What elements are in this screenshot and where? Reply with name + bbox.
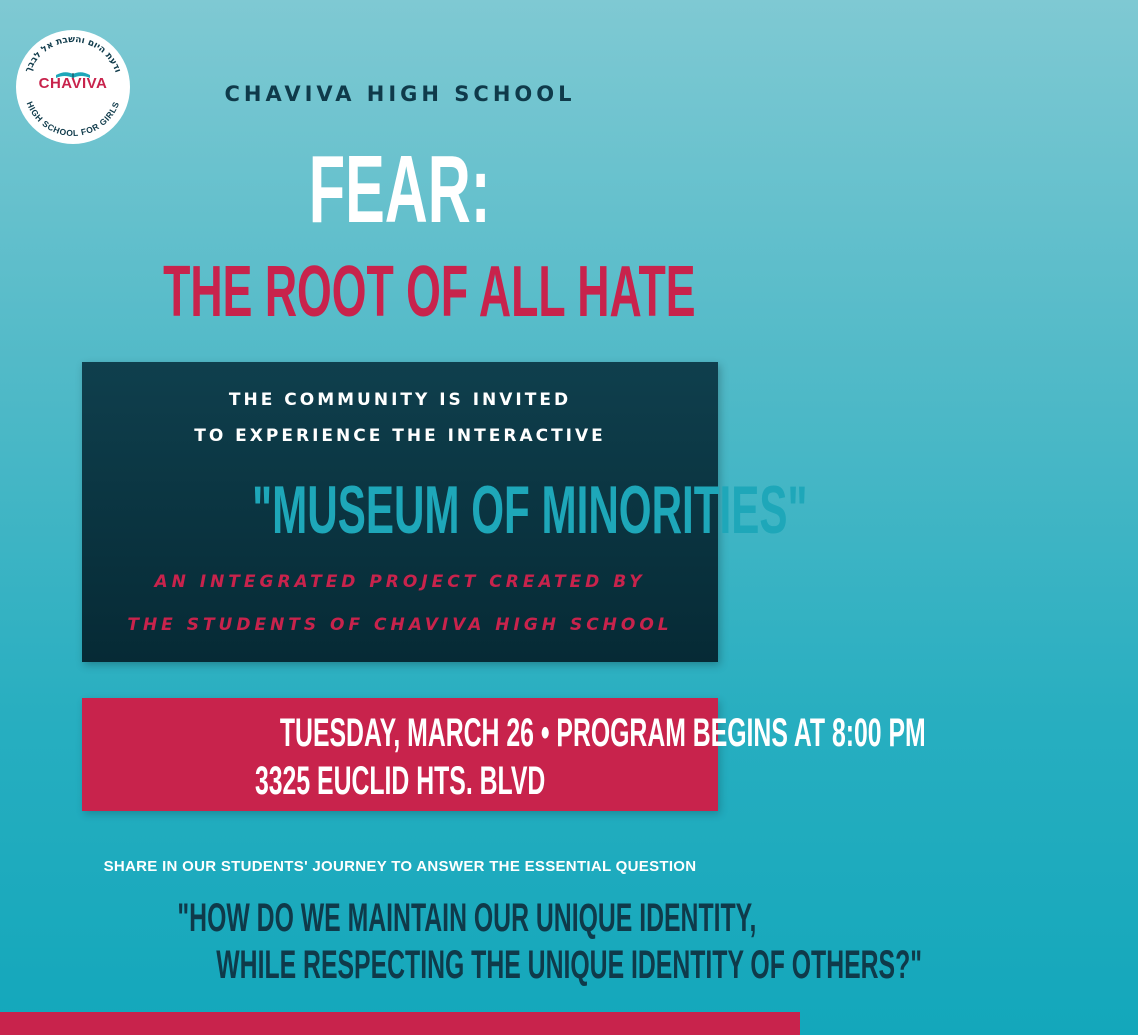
bottom-accent-bar (0, 1012, 800, 1035)
title-line1: FEAR: (309, 136, 491, 243)
project-line-2: THE STUDENTS OF CHAVIVA HIGH SCHOOL (127, 615, 673, 635)
school-name-heading: CHAVIVA HIGH SCHOOL (224, 82, 576, 106)
logo-arc-top: ודעת היום והשבת אל לבבך (23, 34, 123, 75)
logo-wordmark: CHAVIVA (38, 75, 108, 92)
title-line2: THE ROOT OF ALL HATE (163, 252, 696, 332)
event-details-panel (82, 698, 926, 811)
event-address-text: 3325 EUCLID HTS. BLVD (254, 759, 546, 803)
museum-title (82, 470, 808, 550)
question-line1-text: "HOW DO WE MAINTAIN OUR UNIQUE IDENTITY, (177, 896, 757, 940)
title-fear (0, 136, 800, 243)
invite-panel (82, 362, 808, 662)
question-line2-text: WHILE RESPECTING THE UNIQUE IDENTITY OF OTHERS?" (216, 943, 923, 987)
invite-line-1: THE COMMUNITY IS INVITED (228, 390, 572, 410)
event-address (82, 758, 718, 804)
logo-arc-bottom: HIGH SCHOOL FOR GIRLS (24, 99, 122, 139)
invite-line-2: TO EXPERIENCE THE INTERACTIVE (194, 426, 606, 446)
essential-question-line-1 (0, 895, 800, 941)
event-date (82, 710, 926, 756)
title-subtitle (0, 252, 800, 332)
essential-question-line-2 (0, 942, 923, 988)
share-text: SHARE IN OUR STUDENTS' JOURNEY TO ANSWER THE ESSENTIAL QUESTION (103, 858, 697, 875)
project-line-1: AN INTEGRATED PROJECT CREATED BY (154, 572, 646, 592)
museum-title-text: "MUSEUM OF MINORITIES" (252, 472, 808, 548)
event-date-text: TUESDAY, MARCH 26 • PROGRAM BEGINS AT 8:00 PM (279, 711, 926, 755)
